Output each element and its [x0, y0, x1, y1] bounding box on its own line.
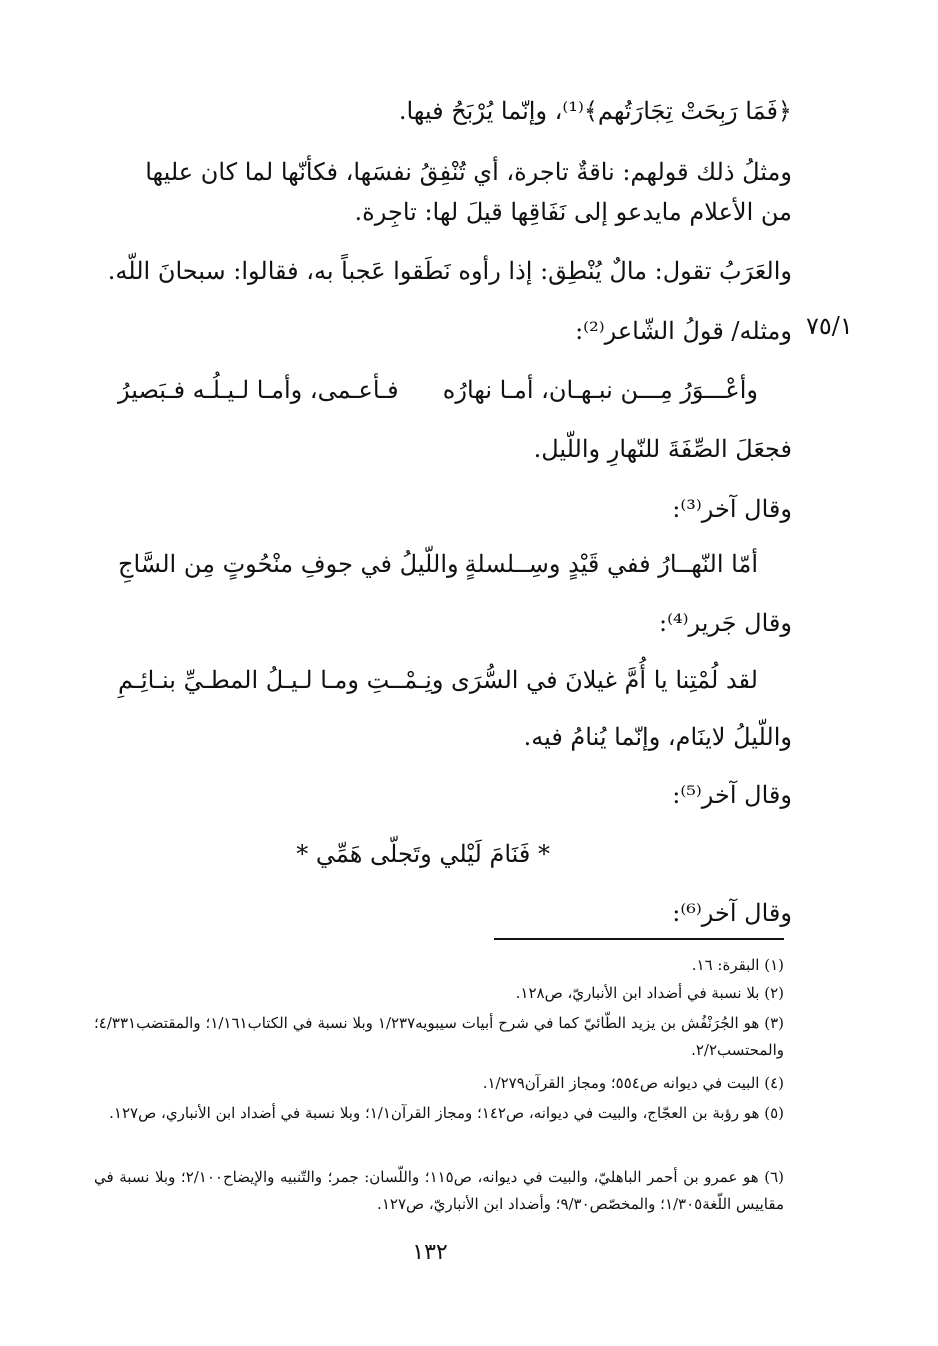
comment-sifa: فجعَلَ الصِّفَةَ للنّهارِ واللّيل.	[533, 435, 792, 463]
footnote-4: (٤) البيت في ديوانه ص٥٥٤؛ ومجاز القرآن١/٢٧٩.	[482, 1074, 784, 1092]
verse-2-second-hemistich: واللّيلُ في جوفِ منْحُوتٍ مِن السَّاجِ	[118, 550, 459, 578]
footnote-3: (٣) هو الجُرَنْفُش بن يزيد الطّائيّ كما في شرح أبيات سيبويه١/٢٣٧ وبلا نسبة في الكتاب١/١٦١؛ والمقتضب٤/٣٣١؛ والمحتسب٢/٢.	[94, 1014, 785, 1059]
footnote-1: (١) البقرة: ١٦.	[691, 956, 784, 974]
margin-reference: ٧٥/١	[806, 312, 853, 340]
footnote-2: (٢) بلا نسبة في أضداد ابن الأنباريّ، ص١٢٨.	[515, 984, 784, 1002]
intro-another-6: وقال آخر⁽⁶⁾:	[672, 899, 792, 927]
verse-3-first-hemistich: لقد لُمْتِنا يا أُمَّ غيلانَ في السُّرَى	[451, 666, 758, 694]
verse-2-first-hemistich: أمّا النّهــارُ ففي قَيْدٍ وسِــلسلةٍ	[464, 550, 758, 578]
verse-1-second-hemistich: فـأعـمى، وأمـا لـيـلُـه فـبَصيرُ	[118, 376, 399, 404]
paragraph-naqa: ومثلُ ذلك قولهم: ناقةٌ تاجرة، أي تُنْفِقُ نفسَها، فكأنّها لما كان عليها من الأعلام مايدعو إلى نَفَاقِها قيلَ لها: تاجِرة.	[145, 158, 792, 226]
footnote-separator	[494, 938, 784, 940]
footnote-6: (٦) هو عمرو بن أحمر الباهليّ، والبيت في ديوانه، ص١١٥؛ واللّسان: جمر؛ والتّنبيه والإيضاح٢/١٠٠؛ وبلا نسبة في مقاييس اللّغة١/٣٠٥؛ والمخصّص٩/٣٠؛ وأضداد ابن الأنباريّ، ص١٢٧.	[94, 1168, 784, 1213]
paragraph-mal: والعَرَبُ تقول: مالٌ يُنْطِق: إذا رأوه نَطَقوا عَجباً به، فقالوا: سبحانَ اللّه.	[107, 257, 792, 285]
intro-another-3: وقال آخر⁽³⁾:	[672, 495, 792, 523]
intro-another-5: وقال آخر⁽⁵⁾:	[672, 781, 792, 809]
comment-layl: واللّيلُ لاينَام، وإنّما يُنامُ فيه.	[523, 723, 792, 751]
verse-2	[118, 544, 758, 584]
footnote-5: (٥) هو رؤبة بن العجّاج، والبيت في ديوانه، ص١٤٢؛ ومجاز القرآن١/١؛ وبلا نسبة في أضداد ابن الأنباري، ص١٢٧.	[109, 1104, 784, 1122]
verse-1	[118, 370, 758, 410]
page-number: ١٣٢	[412, 1240, 448, 1265]
quran-verse-line: ﴿فَمَا رَبِحَتْ تِجَارَتُهم﴾⁽¹⁾، وإنّما يُرْبَحُ فيها.	[398, 97, 792, 125]
intro-poet: ومثله/ قولُ الشّاعر⁽²⁾:	[575, 317, 792, 345]
hemistich-rajaz: * فَنَامَ لَيْلي وتَجلّى هَمِّي *	[296, 840, 550, 868]
verse-1-first-hemistich: وأعْـــوَرُ مِـــن نبـهـان، أمـا نهارُه	[442, 376, 758, 404]
intro-jarir: وقال جَرير⁽⁴⁾:	[659, 609, 792, 637]
verse-3	[118, 660, 758, 700]
verse-3-second-hemistich: ونِـمْــتِ ومـا لـيـلُ المطـيِّ بنـائِـمِ	[118, 666, 444, 694]
